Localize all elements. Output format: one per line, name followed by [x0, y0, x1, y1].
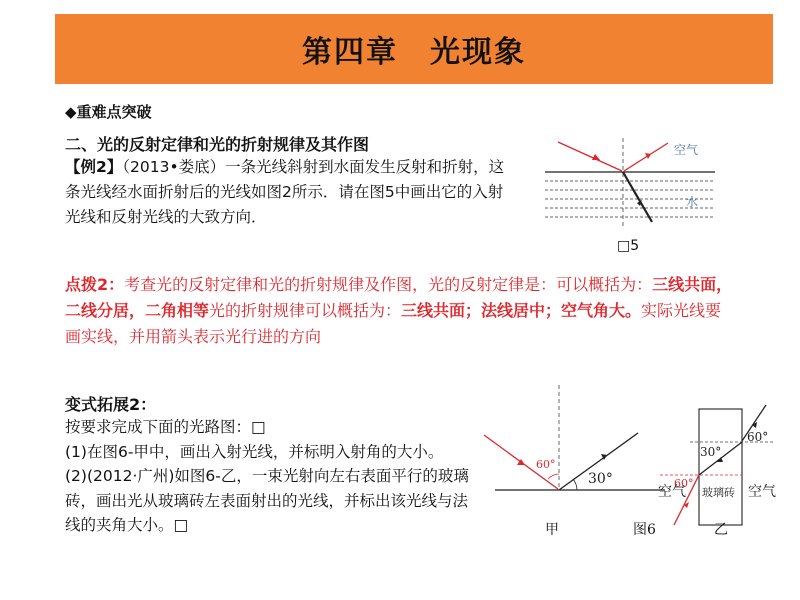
hint-label: 点拨2：: [65, 275, 125, 294]
variant-body: [65, 415, 475, 538]
refracted-ray: [623, 172, 652, 222]
yi-air-left-label: 空气: [658, 484, 686, 500]
yi-angle-30-label: 30°: [700, 445, 722, 459]
fig5-caption-box: □: [617, 238, 631, 254]
fig6-yi-label: 乙: [714, 522, 728, 538]
jia-red-angle-arc: [548, 474, 559, 479]
chapter-banner: [55, 14, 773, 84]
section-heading: [65, 100, 152, 125]
diamond-icon: ◆: [65, 103, 77, 121]
reflected-ray: [624, 143, 668, 171]
fig5-air-label: 空气: [674, 143, 699, 157]
hint-emphasis-2: 三线共面；法线居中；空气角大。: [401, 301, 642, 320]
hint-text-1: 考查光的反射定律和光的折射规律及作图，光的反射定律是：可以概括为：: [124, 275, 653, 294]
chapter-title: 第四章 光现象: [302, 35, 526, 70]
jia-angle-red-label: 60°: [536, 458, 556, 471]
variant-intro: 按要求完成下面的光路图：□: [65, 418, 266, 436]
yi-glass-label: 玻璃砖: [702, 486, 735, 499]
hint-2: [65, 272, 735, 350]
figure-5: [540, 138, 720, 248]
hint-emphasis-1: 三线共面，二线分居，二角相等: [65, 275, 733, 320]
fig5-caption-number: 5: [630, 238, 640, 254]
hint-text-3: 实际光线要画实线，并用箭头表示光行进的方向: [65, 301, 722, 346]
reflected-arrow-icon: [645, 153, 651, 159]
section-title: 重难点突破: [76, 103, 152, 121]
fig5-caption: [617, 234, 639, 259]
example-tag: 【例2】: [65, 158, 123, 176]
glass-brick: [699, 409, 742, 525]
fig6-jia-label: 甲: [545, 522, 559, 538]
variant-heading: 变式拓展2：: [65, 395, 157, 414]
fig5-water-label: 水: [686, 195, 699, 209]
jia-angle-arc: [573, 479, 577, 490]
incident-arrow-icon: [592, 154, 600, 160]
yi-angle-red-label: 60°: [674, 477, 694, 490]
incident-ray: [558, 142, 622, 171]
figure-6-yi: [650, 395, 780, 535]
fig6-caption: 图6: [633, 522, 656, 538]
subheading: 二、光的反射定律和光的折射规律及其作图: [65, 135, 370, 154]
yi-angle-top-label: 60°: [747, 430, 769, 444]
yi-air-right-label: 空气: [748, 484, 776, 500]
jia-angle-label: 30°: [588, 471, 613, 487]
variant-item-1: (1)在图6-甲中，画出入射光线，并标明入射角的大小。: [65, 442, 444, 461]
variant-item-2: (2)(2012·广州)如图6-乙，一束光射向左右表面平行的玻璃砖，画出光从玻璃砖左表面射出的光线，并标出该光线与法线的夹角大小。□: [65, 467, 469, 534]
example-text: （2013•娄底）一条光线斜射到水面发生反射和折射，这条光线经水面折射后的光线如图2所示．请在图5中画出它的入射光线和反射光线的大致方向．: [65, 158, 505, 226]
example-2: [65, 155, 515, 230]
hint-text-2: 光的折射规律可以概括为：: [209, 301, 402, 320]
